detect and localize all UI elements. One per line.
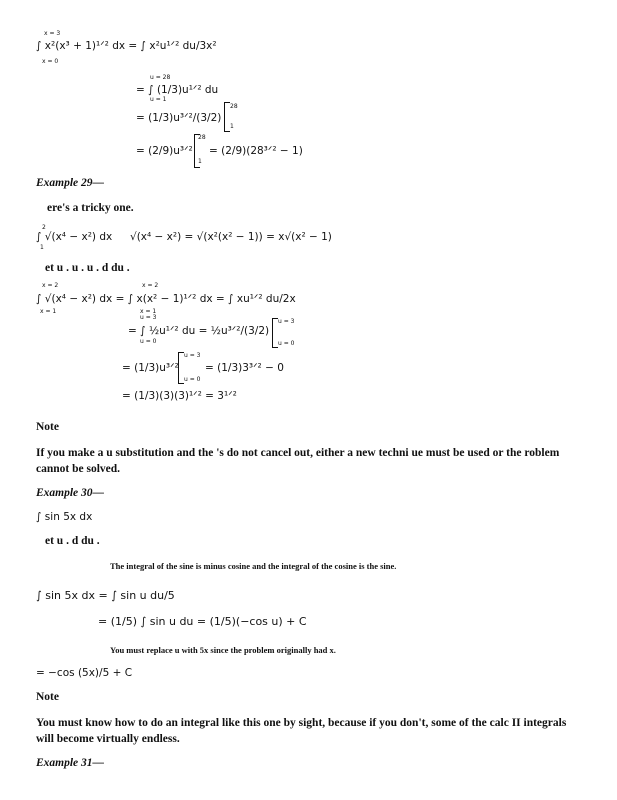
equation-line: √(x⁴ − x²) = √(x²(x² − 1)) = x√(x² − 1) — [130, 231, 332, 243]
bar-upper: u = 3 — [278, 318, 295, 325]
limit-lower: x = 1 — [40, 308, 57, 315]
equation-line: = (2/9)(28³ᐟ² − 1) — [209, 145, 303, 157]
limit-upper: x = 3 — [44, 30, 61, 37]
equation-line: = (2/9)u³ᐟ² — [136, 145, 193, 157]
bar-lower: u = 0 — [184, 376, 201, 383]
equation-line: = ∫ (1/3)u¹ᐟ² du — [136, 84, 219, 96]
note-heading: Note — [36, 691, 59, 703]
example-heading: Example 31— — [36, 757, 105, 769]
note-text: You must know how to do an integral like this one by sight, because if you don't, some of the calc II integrals will become virtually endless. — [36, 717, 567, 745]
example-heading: Example 30— — [36, 487, 105, 499]
equation-line: ∫ √(x⁴ − x²) dx = ∫ x(x² − 1)¹ᐟ² dx = ∫ xu¹ᐟ² du/2x — [36, 293, 296, 305]
equation-line: ∫ √(x⁴ − x²) dx — [36, 231, 113, 243]
limit-upper: x = 2 — [42, 282, 59, 289]
limit-lower: x = 1 — [140, 308, 157, 315]
comment-text: The integral of the sine is minus cosine and the integral of the cosine is the sine. — [110, 561, 397, 571]
equation-line: = (1/3)u³ᐟ² — [122, 362, 179, 374]
comment-text: You must replace u with 5x since the problem originally had x. — [110, 645, 336, 655]
limit-upper: u = 28 — [150, 74, 171, 81]
limit-lower: u = 1 — [150, 96, 167, 103]
equation-line: = (1/3)(3)(3)¹ᐟ² = 3¹ᐟ² — [122, 390, 237, 402]
note-text: If you make a u substitution and the 's do not cancel out, either a new techni ue must be used or the roblem cannot be solved. — [36, 447, 560, 475]
equation-line: = ∫ ½u¹ᐟ² du = ½u³ᐟ²/(3/2) — [128, 325, 270, 337]
limit-upper: x = 2 — [142, 282, 159, 289]
bar-lower: 1 — [230, 123, 234, 130]
bar-upper: 28 — [230, 103, 238, 110]
equation-line: = (1/5) ∫ sin u du = (1/5)(−cos u) + C — [98, 615, 307, 628]
note-heading: Note — [36, 421, 59, 433]
limit-upper: 2 — [42, 224, 46, 231]
equation-line: = (1/3)3³ᐟ² − 0 — [205, 362, 284, 374]
example-heading: Example 29— — [36, 177, 105, 189]
bar-upper: 28 — [198, 134, 206, 141]
limit-lower: x = 0 — [42, 58, 59, 65]
bar-lower: u = 0 — [278, 340, 295, 347]
limit-lower: 1 — [40, 244, 44, 251]
limit-upper: u = 3 — [140, 314, 157, 321]
let-line: et u . d du . — [45, 535, 100, 547]
limit-lower: u = 0 — [140, 338, 157, 345]
equation-line: ∫ x²(x³ + 1)¹ᐟ² dx = ∫ x²u¹ᐟ² du/3x² — [36, 40, 217, 52]
bar-lower: 1 — [198, 158, 202, 165]
let-line: et u . u . u . d du . — [45, 262, 130, 274]
bar-upper: u = 3 — [184, 352, 201, 359]
equation-line: ∫ sin 5x dx — [36, 511, 93, 523]
intro-text: ere's a tricky one. — [47, 202, 134, 214]
equation-line: = −cos (5x)/5 + C — [36, 667, 133, 679]
equation-line: ∫ sin 5x dx = ∫ sin u du/5 — [36, 589, 175, 602]
equation-line: = (1/3)u³ᐟ²/(3/2) — [136, 112, 222, 124]
